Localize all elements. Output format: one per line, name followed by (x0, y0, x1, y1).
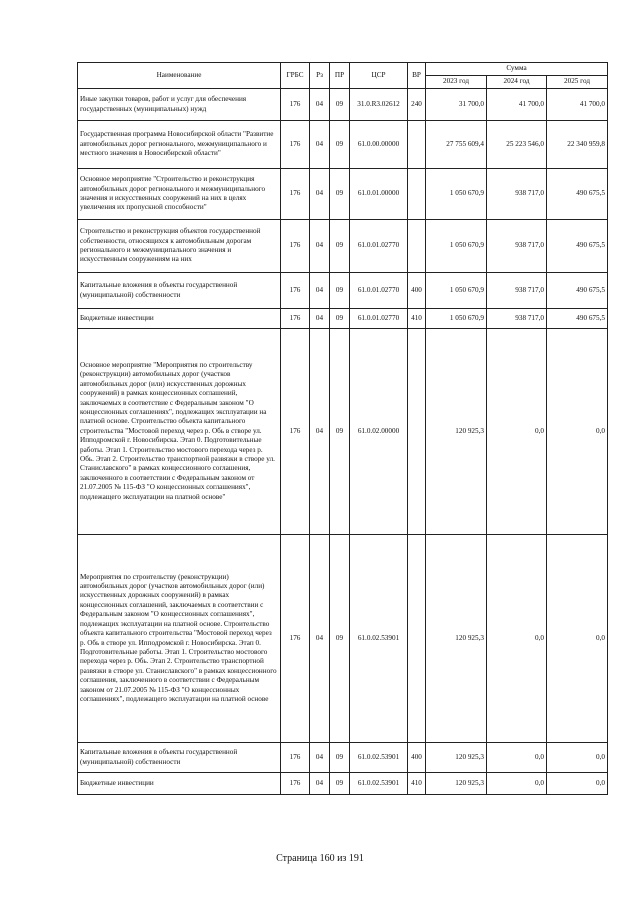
col-header-2023: 2023 год (426, 76, 487, 89)
cell-rz: 04 (310, 220, 330, 273)
cell-2024: 0,0 (487, 329, 547, 535)
table-row (78, 273, 608, 309)
cell-name: Бюджетные инвестиции (78, 309, 281, 329)
cell-grbs: 176 (281, 169, 310, 220)
cell-2025: 0,0 (547, 773, 608, 795)
budget-sheet (77, 62, 607, 795)
cell-2024: 25 223 546,0 (487, 121, 547, 169)
cell-2025: 490 675,5 (547, 273, 608, 309)
cell-2024: 938 717,0 (487, 220, 547, 273)
col-header-csr: ЦСР (350, 63, 408, 89)
cell-2024: 0,0 (487, 535, 547, 743)
cell-2023: 120 925,3 (426, 743, 487, 773)
table-row (78, 743, 608, 773)
cell-grbs: 176 (281, 329, 310, 535)
cell-csr: 61.0.02.53901 (350, 743, 408, 773)
cell-rz: 04 (310, 273, 330, 309)
col-header-2025: 2025 год (547, 76, 608, 89)
cell-2024: 938 717,0 (487, 169, 547, 220)
cell-grbs: 176 (281, 535, 310, 743)
cell-vr: 400 (408, 273, 426, 309)
table-body (78, 89, 608, 795)
cell-grbs: 176 (281, 121, 310, 169)
cell-2025: 490 675,5 (547, 309, 608, 329)
table-row (78, 121, 608, 169)
cell-pr: 09 (330, 535, 350, 743)
cell-2023: 27 755 609,4 (426, 121, 487, 169)
cell-csr: 61.0.01.02770 (350, 309, 408, 329)
cell-name: Иные закупки товаров, работ и услуг для обеспечения государственных (муниципальных) нужд (78, 89, 281, 121)
cell-rz: 04 (310, 773, 330, 795)
budget-table (77, 62, 608, 795)
table-row (78, 773, 608, 795)
cell-name: Капитальные вложения в объекты государственной (муниципальной) собственности (78, 743, 281, 773)
cell-2024: 938 717,0 (487, 309, 547, 329)
cell-name: Государственная программа Новосибирской области "Развитие автомобильных дорог регионального, межмуниципального и местного значения в Новосибирской области" (78, 121, 281, 169)
cell-2025: 0,0 (547, 329, 608, 535)
cell-2025: 22 340 959,8 (547, 121, 608, 169)
cell-2025: 490 675,5 (547, 220, 608, 273)
cell-grbs: 176 (281, 220, 310, 273)
cell-name: Основное мероприятие "Мероприятия по строительству (реконструкции) автомобильных дорог (участков автомобильных дорог (или) искусственных дорожных сооружений) в рамках концессионных соглашений, заключаемых в соответствие с Федеральным законом "О концессионных соглашениях", подлежащих эксплуатации на платной основе. Строительство объекта капитального строительства "Мостовой переход через р. Обь в створе ул. Ипподромской г. Новосибирска. Этап 0. Подготовительные работы. Этап 1. Строительство мостового перехода через р. Обь. Этап 2. Строительство транспортной развязки в створе ул. Станиславского" в рамках концессионного соглашения, заключенного в соответствии с Федеральным законом от 21.07.2005 № 115-ФЗ "О концессионных соглашениях", подлежащего эксплуатации на платной основе" (78, 329, 281, 535)
col-header-pr: ПР (330, 63, 350, 89)
cell-2023: 1 050 670,9 (426, 169, 487, 220)
cell-grbs: 176 (281, 273, 310, 309)
cell-2024: 938 717,0 (487, 273, 547, 309)
cell-2025: 0,0 (547, 535, 608, 743)
cell-pr: 09 (330, 121, 350, 169)
table-row (78, 169, 608, 220)
cell-pr: 09 (330, 220, 350, 273)
cell-csr: 61.0.02.53901 (350, 535, 408, 743)
cell-2024: 0,0 (487, 743, 547, 773)
cell-name: Строительство и реконструкция объектов государственной собственности, относящихся к автомобильным дорогам регионального и межмуниципального значения и искусственным сооружениям на них (78, 220, 281, 273)
cell-2025: 490 675,5 (547, 169, 608, 220)
cell-vr: 240 (408, 89, 426, 121)
cell-grbs: 176 (281, 743, 310, 773)
cell-2023: 1 050 670,9 (426, 220, 487, 273)
cell-csr: 31.0.R3.02612 (350, 89, 408, 121)
cell-vr (408, 121, 426, 169)
cell-csr: 61.0.02.00000 (350, 329, 408, 535)
cell-rz: 04 (310, 121, 330, 169)
cell-pr: 09 (330, 273, 350, 309)
cell-pr: 09 (330, 309, 350, 329)
col-header-vr: ВР (408, 63, 426, 89)
cell-2023: 120 925,3 (426, 773, 487, 795)
table-row (78, 329, 608, 535)
cell-grbs: 176 (281, 89, 310, 121)
cell-vr: 410 (408, 773, 426, 795)
cell-csr: 61.0.00.00000 (350, 121, 408, 169)
cell-pr: 09 (330, 329, 350, 535)
cell-pr: 09 (330, 773, 350, 795)
cell-vr: 400 (408, 743, 426, 773)
cell-2025: 0,0 (547, 743, 608, 773)
cell-2025: 41 700,0 (547, 89, 608, 121)
cell-name: Капитальные вложения в объекты государственной (муниципальной) собственности (78, 273, 281, 309)
cell-vr (408, 329, 426, 535)
cell-grbs: 176 (281, 773, 310, 795)
cell-grbs: 176 (281, 309, 310, 329)
cell-rz: 04 (310, 169, 330, 220)
cell-pr: 09 (330, 89, 350, 121)
cell-rz: 04 (310, 89, 330, 121)
cell-rz: 04 (310, 329, 330, 535)
cell-csr: 61.0.01.00000 (350, 169, 408, 220)
cell-name: Мероприятия по строительству (реконструкции) автомобильных дорог (участков автомобильных дорог (или) искусственных дорожных сооружений) в рамках концессионных соглашений, заключаемых в соответствии с Федеральным законом "О концессионных соглашениях", подлежащих эксплуатации на платной основе. Строительство объекта капитального строительства "Мостовой переход через р. Обь в створе ул. Ипподромской г. Новосибирска. Этап 0. Подготовительные работы. Этап 1. Строительство мостового перехода через р. Обь. Этап 2. Строительство транспортной развязки в створе ул. Станиславского" в рамках концессионного соглашения, заключенного в соответствии с Федеральным законом от 21.07.2005 № 115-ФЗ "О концессионных соглашениях", подлежащего эксплуатации на платной основе (78, 535, 281, 743)
cell-name: Бюджетные инвестиции (78, 773, 281, 795)
cell-pr: 09 (330, 743, 350, 773)
cell-rz: 04 (310, 535, 330, 743)
cell-2023: 31 700,0 (426, 89, 487, 121)
table-row (78, 220, 608, 273)
cell-2023: 120 925,3 (426, 535, 487, 743)
col-header-grbs: ГРБС (281, 63, 310, 89)
table-row (78, 535, 608, 743)
cell-2024: 0,0 (487, 773, 547, 795)
page-number: Страница 160 из 191 (276, 853, 364, 864)
cell-vr (408, 169, 426, 220)
cell-csr: 61.0.01.02770 (350, 273, 408, 309)
col-header-sum: Сумма (426, 63, 608, 76)
cell-vr (408, 535, 426, 743)
cell-2023: 1 050 670,9 (426, 309, 487, 329)
cell-csr: 61.0.02.53901 (350, 773, 408, 795)
table-row (78, 309, 608, 329)
col-header-rz: Рз (310, 63, 330, 89)
cell-rz: 04 (310, 743, 330, 773)
col-header-name: Наименование (78, 63, 281, 89)
cell-name: Основное мероприятие "Строительство и реконструкция автомобильных дорог регионального и межмуниципального значения и искусственных сооружений на них в целях увеличения их пропускной способности" (78, 169, 281, 220)
cell-2023: 120 925,3 (426, 329, 487, 535)
cell-2024: 41 700,0 (487, 89, 547, 121)
cell-pr: 09 (330, 169, 350, 220)
cell-vr (408, 220, 426, 273)
cell-rz: 04 (310, 309, 330, 329)
col-header-2024: 2024 год (487, 76, 547, 89)
cell-2023: 1 050 670,9 (426, 273, 487, 309)
table-row (78, 89, 608, 121)
cell-csr: 61.0.01.02770 (350, 220, 408, 273)
cell-vr: 410 (408, 309, 426, 329)
